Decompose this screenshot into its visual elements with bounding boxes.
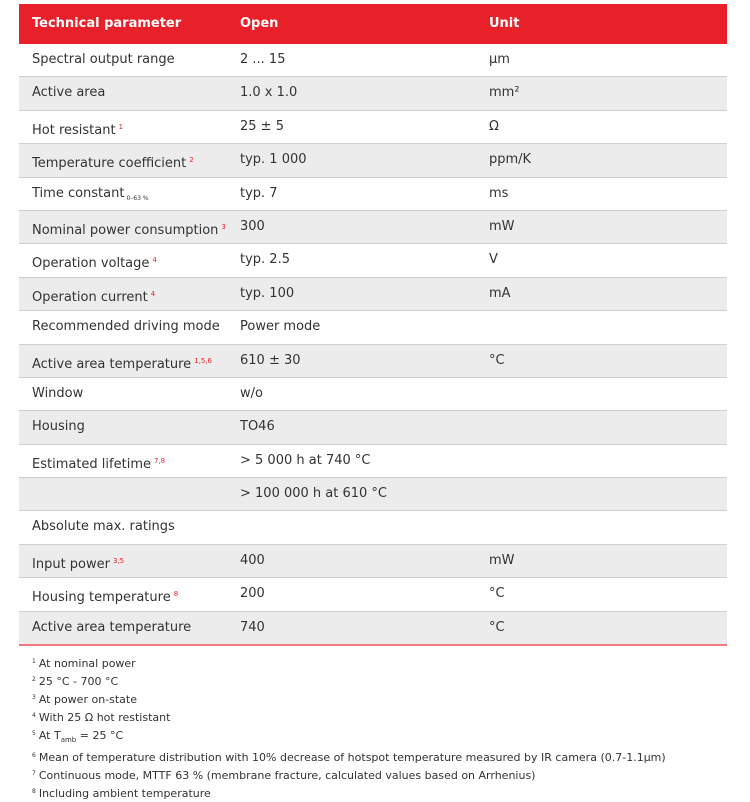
table-row (19, 578, 727, 611)
parameter-cell (32, 378, 83, 410)
parameter-cell (32, 111, 123, 147)
footnote-ref: 7,8 (153, 456, 166, 465)
table-row (19, 511, 727, 544)
value-cell: 300 (240, 218, 265, 234)
parameter-subscript: 0–63 % (126, 194, 149, 202)
footnote-ref: 4 (150, 289, 156, 298)
footnote-ref: 3 (221, 222, 226, 231)
table-row (19, 311, 727, 344)
value-cell: 25 ± 5 (240, 118, 284, 134)
unit-cell: mm² (489, 85, 520, 101)
value-cell: TO46 (240, 419, 275, 435)
footnote-ref: 3,5 (112, 556, 125, 565)
table-bottom-rule (19, 644, 727, 646)
parameter-cell (32, 578, 178, 614)
value-cell: typ. 2.5 (240, 252, 290, 268)
parameter-cell (32, 345, 212, 381)
unit-cell: mW (489, 218, 515, 234)
table-row (19, 612, 727, 645)
table-row (19, 445, 727, 478)
table-row (19, 211, 727, 244)
unit-cell: mA (489, 285, 511, 301)
value-cell: > 100 000 h at 610 °C (240, 486, 388, 502)
unit-cell: mW (489, 552, 515, 568)
parameter-cell (32, 77, 105, 109)
parameter-cell (32, 545, 124, 581)
header-parameter: Technical parameter (32, 16, 182, 31)
table-row (19, 478, 727, 511)
header-unit: Unit (489, 16, 520, 31)
spec-table (19, 4, 727, 645)
value-cell: > 5 000 h at 740 °C (240, 452, 371, 468)
footnote-3: $^3$ At power on-state (32, 693, 138, 706)
parameter-label: Time constant (32, 185, 125, 201)
parameter-label: Recommended driving mode (32, 319, 220, 335)
parameter-label: Absolute max. ratings (32, 519, 175, 535)
footnote-4: $^4$ With 25 Ω hot restistant (32, 711, 171, 724)
value-cell: typ. 100 (240, 285, 295, 301)
footnote-2: $^2$ 25 °C - 700 °C (32, 675, 119, 688)
parameter-cell (32, 311, 220, 343)
footnote-6: $^6$ Mean of temperature distribution with 10% decrease of hotspot temperature measured by IR camera (0.7-1.1µm) (32, 751, 666, 765)
parameter-label: Active area temperature (32, 356, 192, 372)
value-cell: 610 ± 30 (240, 352, 301, 368)
value-cell: Power mode (240, 319, 321, 335)
unit-cell: Ω (489, 118, 499, 134)
table-row (19, 144, 727, 177)
value-cell: 740 (240, 619, 265, 635)
value-cell: typ. 7 (240, 185, 278, 201)
footnote-ref: 1 (118, 122, 124, 131)
value-cell: 400 (240, 552, 265, 568)
footnote-ref: 8 (173, 590, 179, 599)
parameter-cell (32, 178, 149, 215)
parameter-label: Estimated lifetime (32, 456, 151, 472)
footnote-ref: 1,5,6 (194, 356, 212, 365)
footnote-8: $^8$ Including ambient temperature (32, 787, 211, 801)
unit-cell: °C (489, 352, 505, 368)
parameter-label: Hot resistant (32, 122, 116, 138)
parameter-cell (32, 411, 85, 443)
table-row (19, 244, 727, 277)
parameter-cell (32, 511, 175, 543)
value-cell: w/o (240, 385, 263, 401)
parameter-cell (32, 44, 175, 76)
value-cell: 1.0 x 1.0 (240, 85, 298, 101)
parameter-label: Nominal power consumption (32, 222, 219, 238)
table-body (19, 44, 727, 645)
parameter-label: Housing (32, 419, 85, 435)
value-cell: typ. 1 000 (240, 152, 307, 168)
table-row (19, 111, 727, 144)
table-row (19, 278, 727, 311)
parameter-cell (32, 612, 191, 644)
parameter-label: Input power (32, 556, 110, 572)
table-row (19, 44, 727, 77)
footnote-7: $^7$ Continuous mode, MTTF 63 % (membrane fracture, calculated values based on Arrhenius) (32, 769, 536, 783)
unit-cell: V (489, 252, 498, 268)
footnote-ref: 4 (152, 256, 157, 265)
footnote-1: $^1$ At nominal power (32, 657, 136, 670)
parameter-label: Housing temperature (32, 590, 171, 606)
footnotes (32, 654, 666, 802)
table-row (19, 545, 727, 578)
table-row (19, 378, 727, 411)
parameter-label: Temperature coefficient (32, 156, 187, 172)
header-open: Open (240, 16, 279, 31)
parameter-label: Operation voltage (32, 256, 150, 272)
parameter-label: Active area (32, 85, 106, 101)
parameter-label: Active area temperature (32, 619, 192, 635)
unit-cell: °C (489, 586, 505, 602)
footnote-5: $^5$ At $T_{amb} = 25$ °C (32, 729, 124, 745)
unit-cell: µm (489, 52, 510, 67)
value-cell: 200 (240, 586, 265, 602)
value-cell: 2 ... 15 (240, 52, 286, 67)
unit-cell: ms (489, 185, 509, 201)
table-row (19, 345, 727, 378)
unit-cell: ppm/K (489, 152, 532, 168)
table-header (19, 4, 727, 44)
parameter-cell (32, 278, 155, 314)
table-row (19, 178, 727, 211)
parameter-cell (32, 144, 194, 180)
parameter-cell (32, 445, 165, 481)
parameter-label: Window (32, 385, 84, 401)
footnote-ref: 2 (189, 156, 194, 165)
table-row (19, 77, 727, 110)
parameter-cell (32, 244, 157, 280)
parameter-label: Spectral output range (32, 52, 175, 67)
parameter-label: Operation current (32, 289, 148, 305)
parameter-cell (32, 211, 226, 247)
table-row (19, 411, 727, 444)
unit-cell: °C (489, 619, 505, 635)
